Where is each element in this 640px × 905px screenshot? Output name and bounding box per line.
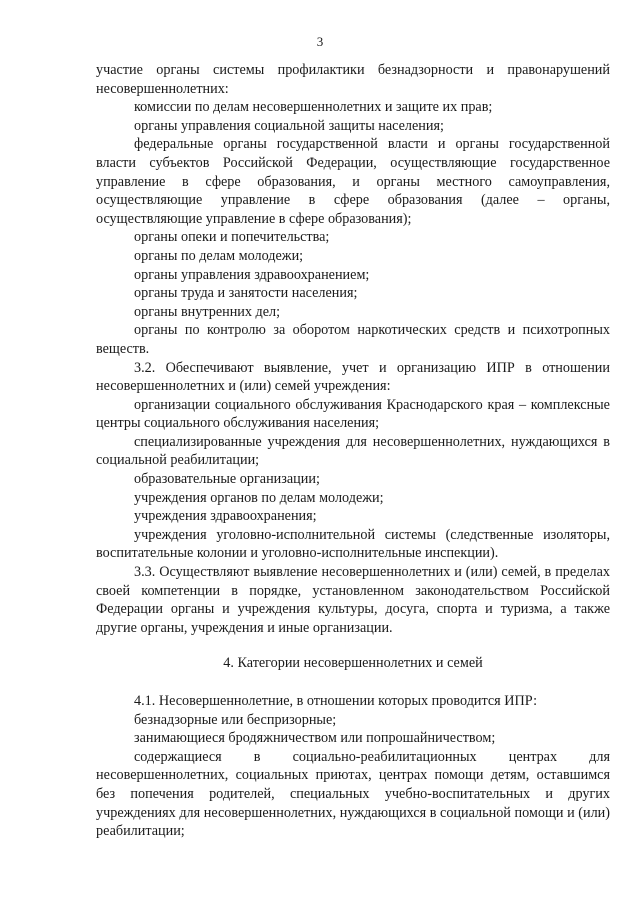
clause-4-1: 4.1. Несовершеннолетние, в отношении которых проводится ИПР: — [134, 693, 538, 709]
list-item: учреждения органов по делам молодежи; — [134, 489, 384, 506]
section-heading: 4. Категории несовершеннолетних и семей — [223, 655, 483, 672]
paragraph: участие органы системы профилактики безнадзорности и правонарушений несовершеннолетних: — [96, 62, 610, 97]
list-item: органы труда и занятости населения; — [134, 285, 358, 302]
list-item: учреждения уголовно-исполнительной системы (следственные изоляторы, воспитательные колонии и уголовно-исполнительные инспекции). — [96, 526, 610, 562]
list-item: органы по делам молодежи; — [134, 247, 304, 264]
list-item: содержащиеся в социально-реабилитационных центрах для несовершеннолетних, социальных приютах, центрах помощи детям, оставшимся без попечения родителей, специальных учебно-воспитательных и других учреждениях для несовершеннолетних, нуждающихся в социальной помощи и (или) реабилитации; — [96, 748, 610, 840]
list-item: организации социального обслуживания Краснодарского края – комплексные центры социального обслуживания населения; — [96, 396, 610, 432]
clause-3-2: 3.2. Обеспечивают выявление, учет и организацию ИПР в отношении несовершеннолетних и (или) семей учреждения: — [96, 359, 610, 395]
list-item: органы опеки и попечительства; — [134, 229, 330, 246]
clause-3-3: 3.3. Осуществляют выявление несовершеннолетних и (или) семей, в пределах своей компетенции в порядке, установленном законодательством Российской Федерации органы и учреждения культуры, досуга, спорта и туризма, а также другие органы, учреждения и иные организации. — [96, 564, 610, 636]
list-item: органы управления социальной защиты населения; — [134, 117, 444, 134]
list-item: комиссии по делам несовершеннолетних и защите их прав; — [134, 99, 493, 116]
list-item: образовательные организации; — [134, 471, 320, 488]
list-item: безнадзорные или беспризорные; — [134, 711, 337, 728]
list-item: федеральные органы государственной власти и органы государственной власти субъектов Российской Федерации, осуществляющие государственное управление в сфере образования, и органы местного самоуправления, осуществляющие управление в сфере образования (далее – органы, осуществляющие управление в сфере образования); — [96, 136, 610, 227]
list-item: органы внутренних дел; — [134, 303, 281, 320]
list-item: занимающиеся бродяжничеством или попрошайничеством; — [134, 730, 496, 747]
list-item: органы управления здравоохранением; — [134, 266, 370, 283]
page-number: 3 — [316, 34, 324, 49]
list-item: органы по контролю за оборотом наркотических средств и психотропных веществ. — [96, 322, 610, 357]
list-item: учреждения здравоохранения; — [134, 508, 317, 525]
document-body — [96, 61, 610, 841]
list-item: специализированные учреждения для несовершеннолетних, нуждающихся в социальной реабилитации; — [96, 433, 610, 469]
